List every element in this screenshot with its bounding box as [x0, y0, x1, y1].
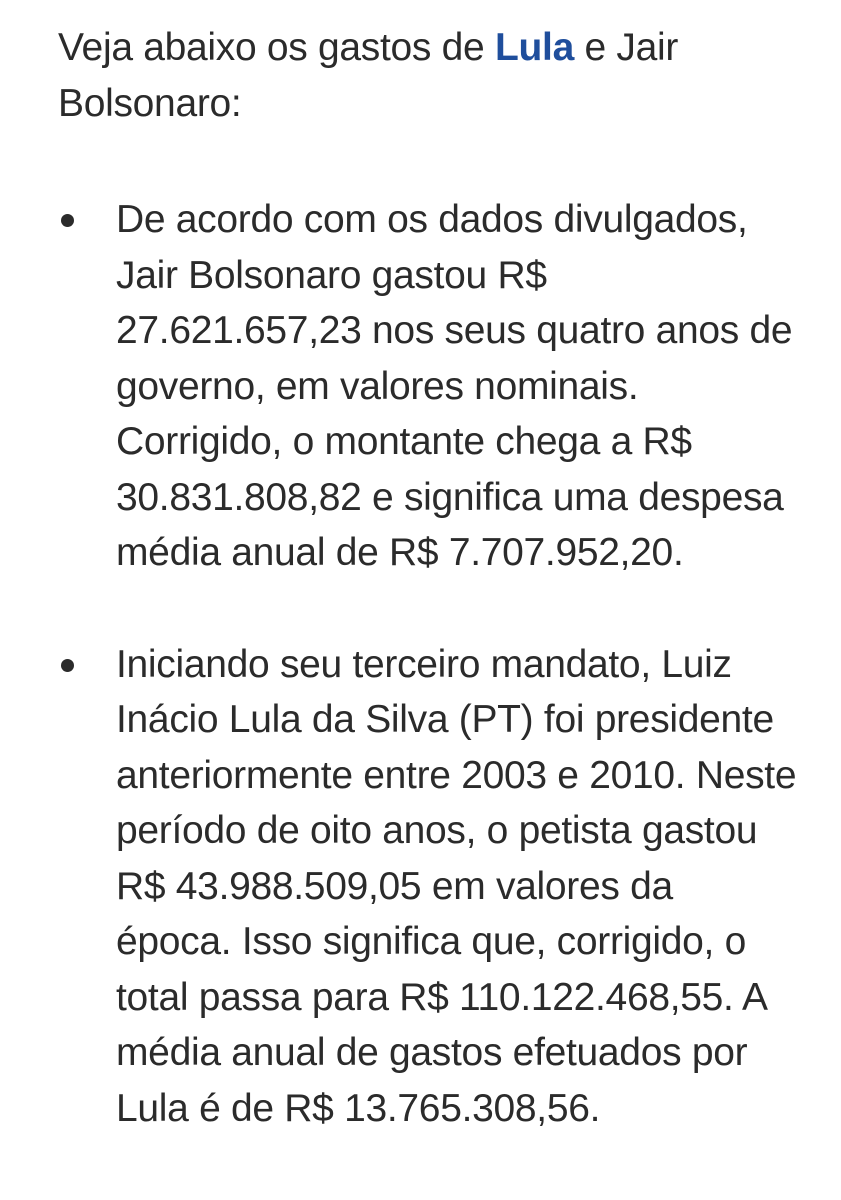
bullet-icon — [61, 214, 74, 227]
list-item-text: De acordo com os dados divulgados, Jair Bolsonaro gastou R$ 27.621.657,23 nos seus quatro anos de governo, em valores nominais. Corrigido, o montante chega a R$ 30.831.808,82 e significa uma despesa média anual de R$ 7.707.952,20. — [116, 198, 793, 574]
intro-text-before: Veja abaixo os gastos de — [58, 26, 495, 69]
article-body — [58, 20, 798, 1136]
bullet-icon — [61, 659, 74, 672]
list-item-lula — [58, 637, 798, 1137]
intro-paragraph — [58, 20, 798, 132]
list-item-text: Iniciando seu terceiro mandato, Luiz Inácio Lula da Silva (PT) foi presidente anteriormente entre 2003 e 2010. Neste período de oito anos, o petista gastou R$ 43.988.509,05 em valores da época. Isso significa que, corrigido, o total passa para R$ 110.122.468,55. A média anual de gastos efetuados por Lula é de R$ 13.765.308,56. — [116, 642, 797, 1130]
list-item-bolsonaro — [58, 192, 798, 581]
intro-text-after: e Jair Bolsonaro: — [58, 26, 679, 125]
lula-link[interactable]: Lula — [494, 26, 574, 69]
bullet-list — [58, 192, 798, 1136]
